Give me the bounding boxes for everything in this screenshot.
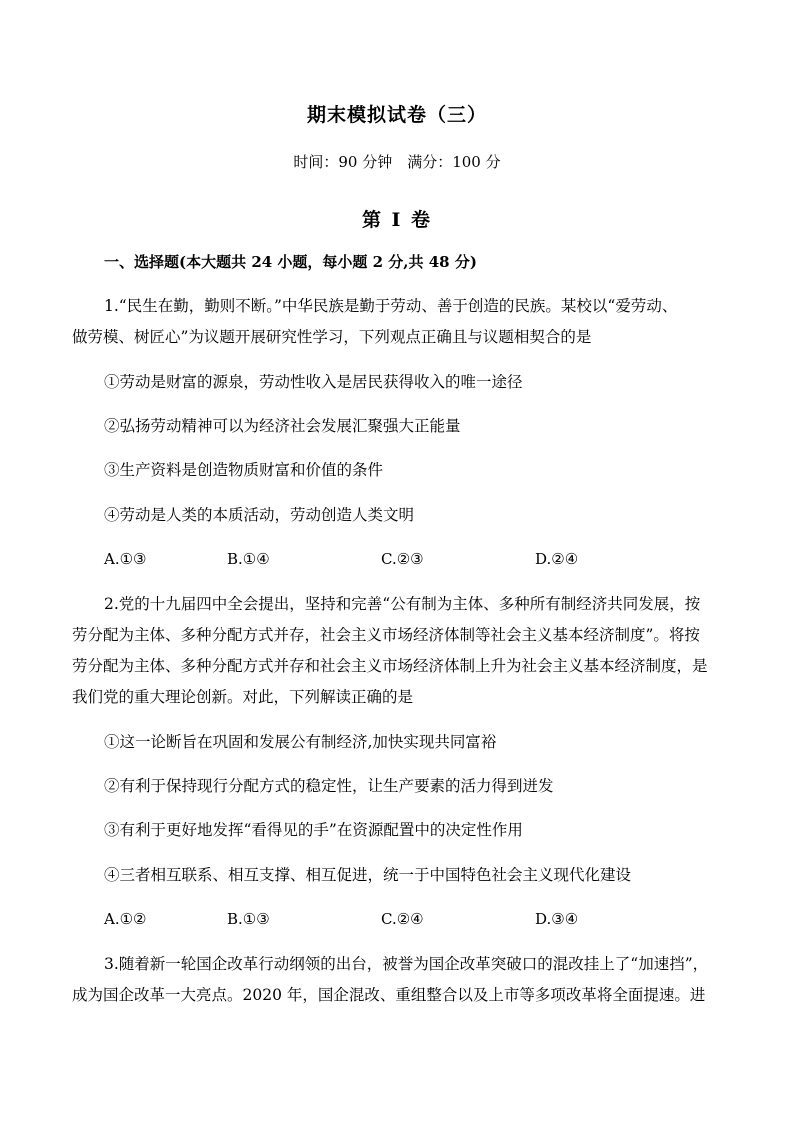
question-1-choice-b: B.①④: [227, 550, 270, 568]
question-2-statement-3: ③有利于更好地发挥“看得见的手”在资源配置中的决定性作用: [104, 821, 523, 839]
question-2-stem-line-1: 2.党的十九届四中全会提出，坚持和完善“公有制为主体、多种所有制经济共同发展，按: [104, 595, 701, 613]
page-title: 期末模拟试卷（三）: [306, 104, 487, 126]
question-1-choice-d: D.②④: [535, 550, 579, 568]
question-2-stem-line-2: 劳分配为主体、多种分配方式并存，社会主义市场经济体制等社会主义基本经济制度”。将按: [72, 626, 700, 644]
question-1-stem-line-2: 做劳模、树匠心”为议题开展研究性学习，下列观点正确且与议题相契合的是: [72, 328, 592, 346]
question-2-stem-line-3: 劳分配为主体、多种分配方式并存和社会主义市场经济体制上升为社会主义基本经济制度，是: [72, 657, 708, 675]
question-2-choice-d: D.③④: [535, 910, 579, 928]
question-3-stem-line-1: 3.随着新一轮国企改革行动纲领的出台，被誉为国企改革突破口的混改挂上了“加速挡”，: [104, 955, 709, 973]
question-2-choice-c: C.②④: [381, 910, 424, 928]
question-1-choice-a: A.①③: [104, 550, 147, 568]
part-title: 第 I 卷: [361, 209, 433, 231]
question-3-stem-line-2: 成为国企改革一大亮点。2020 年，国企混改、重组整合以及上市等多项改革将全面提速。进: [72, 986, 706, 1004]
question-2-statement-4: ④三者相互联系、相互支撑、相互促进，统一于中国特色社会主义现代化建设: [104, 866, 632, 884]
question-1-statement-2: ②弘扬劳动精神可以为经济社会发展汇聚强大正能量: [104, 417, 461, 435]
question-1-choice-c: C.②③: [381, 550, 424, 568]
question-1-stem-line-1: 1.“民生在勤，勤则不断。”中华民族是勤于劳动、善于创造的民族。某校以“爱劳动、: [104, 297, 678, 315]
section-heading: 一、选择题(本大题共 24 小题，每小题 2 分,共 48 分): [104, 253, 477, 271]
question-1-statement-4: ④劳动是人类的本质活动，劳动创造人类文明: [104, 506, 415, 524]
question-2-choice-a: A.①②: [104, 910, 147, 928]
question-2-stem-line-4: 我们党的重大理论创新。对此，下列解读正确的是: [72, 688, 414, 706]
question-2-choice-b: B.①③: [227, 910, 270, 928]
question-1-statement-3: ③生产资料是创造物质财富和价值的条件: [104, 461, 384, 479]
exam-info: 时间：90 分钟 满分：100 分: [293, 153, 501, 171]
question-2-statement-2: ②有利于保持现行分配方式的稳定性，让生产要素的活力得到迸发: [104, 777, 554, 795]
question-2-statement-1: ①这一论断旨在巩固和发展公有制经济,加快实现共同富裕: [104, 733, 497, 751]
question-1-statement-1: ①劳动是财富的源泉，劳动性收入是居民获得收入的唯一途径: [104, 373, 523, 391]
